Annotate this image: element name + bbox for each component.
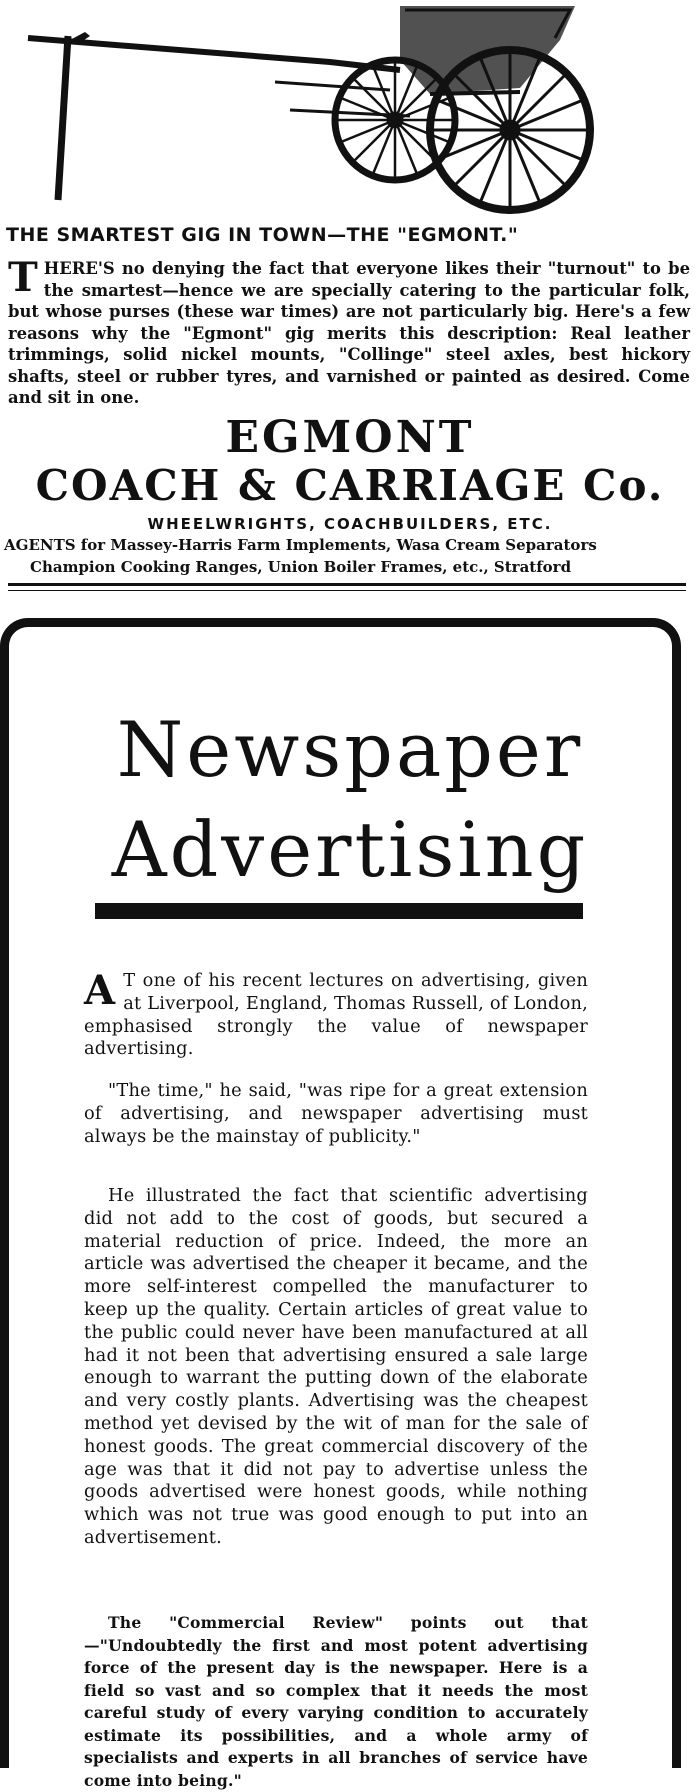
article-paragraph-3: He illustrated the fact that scientific advertising did not add to the cost of goods, but secured a material reduction of price. Indeed, the more an article was advertised the cheaper it became, and the more self-interest compelled the manufacturer to keep up the quality. Certain articles of great value to the public could never have been manufactured at all had it not been that advertising ensured a sale large enough to warrant the putting down of the elaborate and very costly plants. Advertising was the cheapest method yet devised by the wit of man for the sale of honest goods. The great commercial discovery of the age was that it did not pay to advertise unless the goods advertised were honest goods, while nothing which was not true was good enough to put into an advertisement. [84,1185,588,1548]
article-title-line2: Advertising [111,805,589,894]
article-paragraph-1-text: T one of his recent lectures on advertising, given at Liverpool, England, Thomas Russell, of London, emphasised strongly the value of newspaper advertising. [84,970,588,1060]
section-divider [8,583,686,586]
gig-ad-headline: THE SMARTEST GIG IN TOWN—THE "EGMONT." [6,224,519,246]
gig-ad-body-text: HERE'S no denying the fact that everyone likes their "turnout" to be the smartest—hence we are specially catering to the particular folk, but whose purses (these war times) are not particularly big. Here's a few reasons why the "Egmont" gig merits this description: Real leather trimmings, solid nickel mounts, "Collinge" steel axles, best hickory shafts, steel or rubber tyres, and varnished or painted as desired. Come and sit in one. [8,259,690,407]
article-paragraph-4: The "Commercial Review" points out that—"Undoubtedly the first and most potent advertising force of the present day is the newspaper. Here is a field so vast and so complex that it needs the most careful study of every varying condition to accurately estimate its possibilities, and a whole army of specialists and experts in all branches of service have come into being." [84,1613,588,1790]
gig-ad-body [8,254,690,409]
article-paragraph-2: "The time," he said, "was ripe for a great extension of advertising, and newspaper advertising must always be the mainstay of publicity." [84,1080,588,1147]
firm-agents-line2: Champion Cooking Ranges, Union Boiler Frames, etc., Stratford [30,558,572,576]
gig-ad-dropcap: T [8,254,38,301]
firm-trades: WHEELWRIGHTS, COACHBUILDERS, ETC. [147,515,553,533]
article-title [0,700,700,900]
title-underline-bar [95,903,583,919]
gig-carriage-icon [0,0,700,225]
section-divider-thin [8,590,686,591]
gig-carriage-illustration [0,0,700,225]
firm-name-line1: EGMONT [225,412,475,463]
article-paragraph-1 [84,967,588,1061]
firm-name-line2: COACH & CARRIAGE Co. [35,461,665,510]
article-title-line1: Newspaper [116,705,584,794]
firm-agents-line1: AGENTS for Massey-Harris Farm Implements, Wasa Cream Separators [4,536,597,554]
article-dropcap: A [84,967,116,1014]
